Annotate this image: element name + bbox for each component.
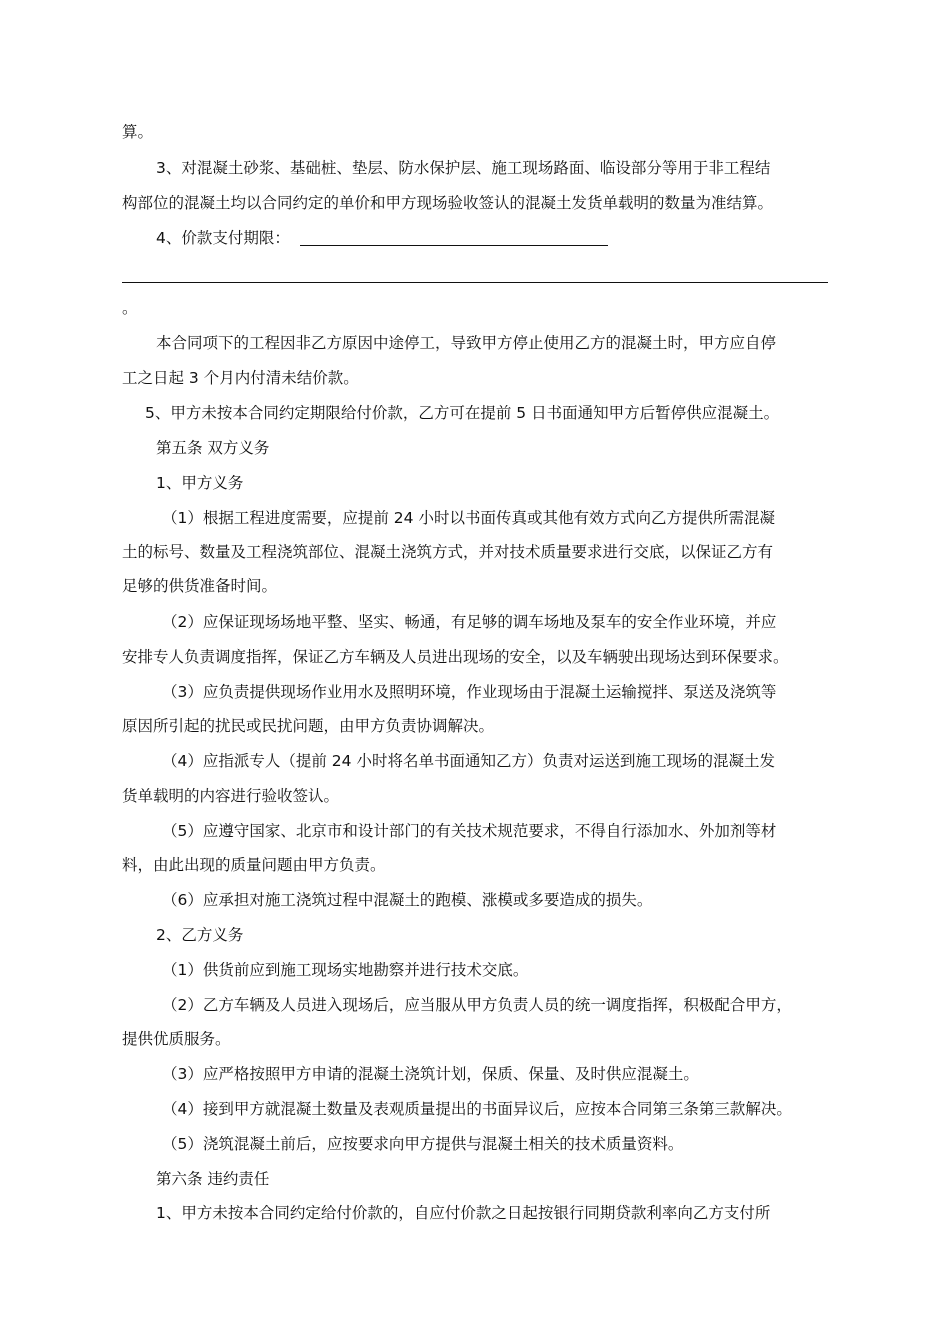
text-line: 提供优质服务。 — [122, 1030, 231, 1048]
text-line: （3）应严格按照甲方申请的混凝土浇筑计划，保质、保量、及时供应混凝土。 — [162, 1065, 699, 1083]
text-line: 土的标号、数量及工程浇筑部位、混凝土浇筑方式，并对技术质量要求进行交底，以保证乙方有 — [122, 543, 774, 561]
text-line: 。 — [122, 299, 138, 317]
text-line: 料，由此出现的质量问题由甲方负责。 — [122, 856, 386, 874]
payment-term-blank-continued — [122, 282, 828, 283]
text-line: 安排专人负责调度指挥，保证乙方车辆及人员进出现场的安全，以及车辆驶出现场达到环保要求。 — [122, 648, 789, 666]
text-line: （3）应负责提供现场作业用水及照明环境，作业现场由于混凝土运输搅拌、泵送及浇筑等 — [162, 683, 777, 701]
text-line: 货单载明的内容进行验收签认。 — [122, 787, 340, 805]
text-line: （1）根据工程进度需要，应提前 24 小时以书面传真或其他有效方式向乙方提供所需混凝 — [162, 509, 775, 527]
subsection-heading: 1、甲方义务 — [156, 474, 244, 492]
text-line: （2）应保证现场场地平整、坚实、畅通，有足够的调车场地及泵车的安全作业环境，并应 — [162, 613, 777, 631]
text-line: （6）应承担对施工浇筑过程中混凝土的跑模、涨模或多要造成的损失。 — [162, 891, 653, 909]
text-line: 原因所引起的扰民或民扰问题，由甲方负责协调解决。 — [122, 717, 495, 735]
text-line: （5）应遵守国家、北京市和设计部门的有关技术规范要求，不得自行添加水、外加剂等材 — [162, 822, 777, 840]
text-line: 足够的供货准备时间。 — [122, 577, 278, 595]
text-line: 本合同项下的工程因非乙方原因中途停工，导致甲方停止使用乙方的混凝土时，甲方应自停 — [156, 334, 777, 352]
section-heading: 第五条 双方义务 — [156, 439, 270, 457]
text-line: 算。 — [122, 123, 154, 141]
subsection-heading: 2、乙方义务 — [156, 926, 244, 944]
payment-term-blank — [300, 245, 608, 246]
section-heading: 第六条 违约责任 — [156, 1170, 270, 1188]
text-line: （2）乙方车辆及人员进入现场后，应当服从甲方负责人员的统一调度指挥，积极配合甲方， — [162, 996, 792, 1014]
text-line: （4）应指派专人（提前 24 小时将名单书面通知乙方）负责对运送到施工现场的混凝土发 — [162, 752, 775, 770]
text-line: 构部位的混凝土均以合同约定的单价和甲方现场验收签认的混凝土发货单载明的数量为准结算。 — [122, 194, 774, 212]
text-line: 5、甲方未按本合同约定期限给付价款，乙方可在提前 5 日书面通知甲方后暂停供应混凝土。 — [145, 404, 780, 422]
text-line: 1、甲方未按本合同约定给付价款的，自应付价款之日起按银行同期贷款利率向乙方支付所 — [156, 1204, 771, 1222]
text-line: 工之日起 3 个月内付清未结价款。 — [122, 369, 359, 387]
text-line: （5）浇筑混凝土前后，应按要求向甲方提供与混凝土相关的技术质量资料。 — [162, 1135, 684, 1153]
text-line: （4）接到甲方就混凝土数量及表观质量提出的书面异议后，应按本合同第三条第三款解决。 — [162, 1100, 792, 1118]
text-line: 3、对混凝土砂浆、基础桩、垫层、防水保护层、施工现场路面、临设部分等用于非工程结 — [156, 159, 771, 177]
text-line: 4、价款支付期限： — [156, 229, 290, 247]
text-line: （1）供货前应到施工现场实地勘察并进行技术交底。 — [162, 961, 529, 979]
